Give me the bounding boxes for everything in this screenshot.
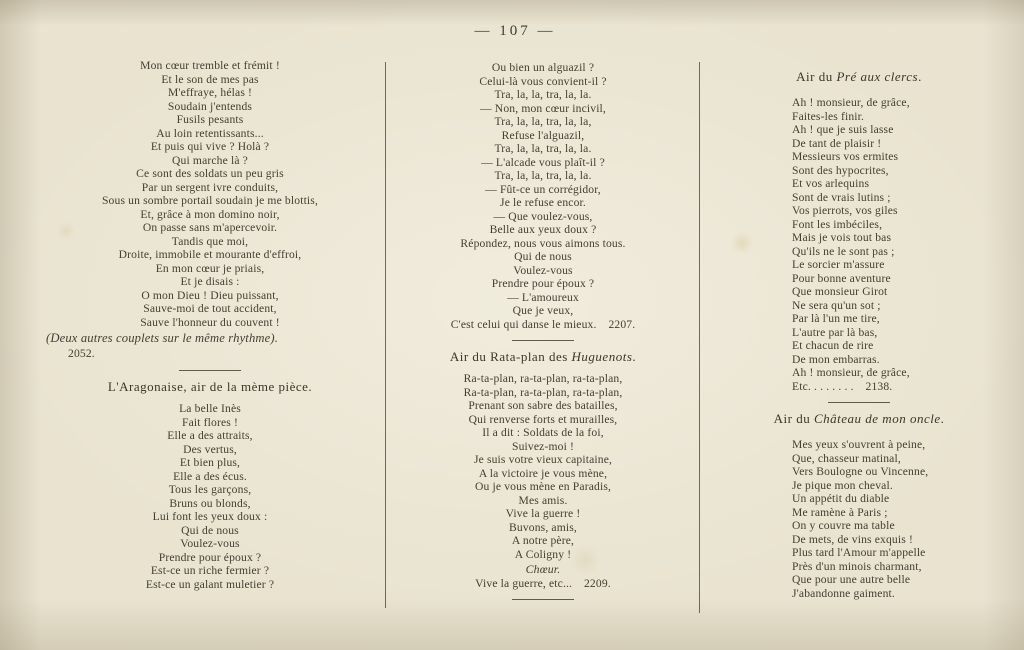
song-title — [706, 411, 1012, 427]
title-text: Air du — [773, 411, 814, 426]
verse-line: Soudain j'entends — [167, 99, 253, 113]
title-italic-text: Huguenots — [571, 349, 633, 364]
column-right — [706, 66, 1012, 602]
verse-line: Ne sera qu'un sot ; — [792, 298, 881, 312]
verse-block — [706, 96, 1012, 393]
reference-number: 2052. — [68, 347, 95, 360]
couplet-note: (Deux autres couplets sur le même rhythme). — [46, 331, 279, 345]
verse-line: Et vos arlequins — [792, 177, 870, 190]
verse-line: Ou je vous mène en Paradis, — [474, 480, 612, 493]
verse-line: J'abandonne gaiment. — [792, 586, 895, 600]
verse-block — [42, 59, 378, 329]
verse-line: Et je disais : — [180, 275, 240, 288]
verse-line: Lui font les yeux doux : — [152, 510, 268, 523]
verse-line: Me ramène à Paris ; — [792, 505, 888, 519]
verse-line: Que pour une autre belle — [792, 573, 911, 586]
section-divider — [512, 599, 574, 600]
verse-block — [706, 438, 1012, 600]
verse-line: Par un sergent ivre conduits, — [141, 180, 279, 194]
verse-line: Elle a des écus. — [173, 469, 247, 483]
verse-line: C'est celui qui danse le mieux. 2207. — [450, 317, 636, 331]
verse-line: L'autre par là bas, — [792, 325, 878, 339]
verse-line: Vive la guerre, etc... 2209. — [475, 576, 611, 590]
verse-line: Tandis que moi, — [171, 234, 249, 248]
section-divider — [828, 402, 890, 403]
column-middle — [394, 61, 692, 608]
column-left — [42, 59, 378, 593]
verse-line: Vos pierrots, vos giles — [792, 204, 898, 217]
verse-line: Voulez-vous — [180, 537, 240, 550]
verse-line: Fusils pesants — [176, 113, 244, 126]
chorus-label: Chœur. — [525, 562, 561, 576]
title-italic-text: Pré aux clercs — [836, 69, 919, 84]
section-divider — [179, 370, 241, 371]
verse-line: — L'alcade vous plaît-il ? — [481, 155, 605, 169]
verse-line: Mais je vois tout bas — [792, 231, 892, 244]
verse-line: Que, chasseur matinal, — [792, 451, 901, 465]
title-text: Air du Rata-plan des — [449, 349, 572, 364]
verse-line: Tous les garçons, — [168, 483, 252, 496]
verse-line: Ra-ta-plan, ra-ta-plan, ra-ta-plan, — [463, 385, 623, 399]
verse-line: A la victoire je vous mène, — [478, 466, 608, 480]
verse-line: Qui renverse forts et murailles, — [468, 412, 618, 426]
verse-line: Vive la guerre ! — [505, 507, 581, 520]
verse-line: On passe sans m'apercevoir. — [142, 221, 278, 234]
verse-line: Le sorcier m'assure — [792, 258, 885, 271]
song-title — [394, 349, 692, 365]
verse-line: Il a dit : Soldats de la foi, — [482, 426, 604, 439]
title-text: L'Aragonaise, air de la mème pièce. — [107, 379, 313, 394]
verse-line: Etc. . . . . . . . 2138. — [792, 379, 893, 393]
verse-line: M'effraye, hélas ! — [167, 86, 253, 99]
verse-line: Et bien plus, — [179, 456, 241, 469]
verse-line: Mes amis. — [518, 493, 568, 507]
title-italic-text: Château de mon oncle — [813, 411, 941, 426]
verse-line: Mon cœur tremble et frémit ! — [140, 59, 280, 72]
verse-line: Est-ce un galant muletier ? — [145, 577, 275, 591]
verse-line: — Non, mon cœur incivil, — [480, 101, 606, 115]
verse-line: Prenant son sabre des batailles, — [468, 399, 618, 412]
song-title — [706, 69, 1012, 85]
verse-line: Faites-les finir. — [792, 109, 865, 123]
verse-line: Sont de vrais lutins ; — [792, 190, 891, 204]
verse-line: Prendre pour époux ? — [158, 550, 262, 564]
verse-line: Et, grâce à mon domino noir, — [140, 207, 280, 221]
verse-line: Buvons, amis, — [509, 520, 577, 534]
verse-line: Que je veux, — [512, 304, 574, 317]
verse-line: Messieurs vos ermites — [792, 150, 899, 163]
verse-line: Et le son de mes pas — [161, 72, 259, 86]
verse-line: Un appétit du diable — [792, 492, 890, 505]
verse-line: De mets, de vins exquis ! — [792, 532, 913, 546]
title-text: . — [632, 349, 637, 364]
verse-line: Qui de nous — [181, 523, 239, 537]
verse-line: Droite, immobile et mourante d'effroi, — [118, 248, 302, 261]
verse-line: — Fût-ce un corrégidor, — [485, 182, 601, 196]
verse-line: Fait flores ! — [181, 415, 239, 429]
verse-line: Qu'ils ne le sont pas ; — [792, 244, 895, 258]
verse-line: Ce sont des soldats un peu gris — [136, 167, 284, 180]
verse-line: Suivez-moi ! — [511, 439, 574, 453]
verse-line: Tra, la, la, tra, la, la. — [494, 169, 592, 182]
verse-line: Ah ! monsieur, de grâce, — [792, 366, 910, 379]
song-title — [42, 379, 378, 395]
verse-line: En mon cœur je priais, — [155, 261, 265, 275]
verse-line: A notre père, — [511, 534, 575, 547]
verse-line: Tra, la, la, tra, la, la. — [494, 142, 592, 155]
verse-block — [394, 372, 692, 561]
title-text: . — [940, 411, 945, 426]
verse-line: Par là l'un me tire, — [792, 312, 880, 325]
verse-line: Vers Boulogne ou Vincenne, — [792, 465, 929, 478]
verse-line: — L'amoureux — [507, 290, 579, 304]
verse-line: Elle a des attraits, — [167, 429, 253, 442]
verse-line: Je pique mon cheval. — [792, 478, 893, 492]
verse-line: Ah ! monsieur, de grâce, — [792, 96, 910, 109]
verse-line: Sous un sombre portail soudain je me blottis, — [101, 194, 319, 207]
verse-line: Je le refuse encor. — [500, 196, 586, 209]
verse-line: Bruns ou blonds, — [169, 496, 251, 510]
verse-line: Font les imbéciles, — [792, 217, 883, 231]
verse-block — [394, 577, 692, 591]
verse-line: Sauve l'honneur du couvent ! — [140, 315, 280, 329]
verse-line: La belle Inès — [179, 402, 241, 415]
verse-line: Et chacun de rire — [792, 339, 874, 352]
verse-line: Refuse l'alguazil, — [501, 128, 585, 142]
verse-line: Ra-ta-plan, ra-ta-plan, ra-ta-plan, — [463, 372, 623, 385]
verse-line: Prendre pour époux ? — [491, 277, 595, 290]
section-divider — [512, 340, 574, 341]
verse-line: Tra, la, la, tra, la, la, — [494, 115, 592, 128]
title-text: . — [918, 69, 922, 84]
page-number: — 107 — — [474, 23, 556, 39]
verse-line: Voulez-vous — [513, 263, 573, 277]
verse-line: Je suis votre vieux capitaine, — [473, 453, 613, 466]
verse-line: Ah ! que je suis lasse — [792, 123, 894, 136]
verse-line: On y couvre ma table — [792, 519, 895, 532]
verse-line: Pour bonne aventure — [792, 271, 891, 285]
verse-line: De mon embarras. — [792, 352, 880, 366]
verse-line: Sauve-moi de tout accident, — [143, 302, 277, 315]
verse-line: Ou bien un alguazil ? — [491, 61, 595, 74]
column-divider-left — [385, 62, 386, 608]
verse-line: De tant de plaisir ! — [792, 136, 882, 150]
verse-line: Qui de nous — [514, 250, 572, 263]
verse-line: Au loin retentissants... — [156, 126, 264, 140]
verse-line: Mes yeux s'ouvrent à peine, — [792, 438, 926, 451]
verse-line: A Coligny ! — [514, 547, 572, 561]
verse-block — [42, 402, 378, 591]
verse-line: Tra, la, la, tra, la, la. — [494, 88, 592, 101]
title-text: Air du — [796, 69, 837, 84]
column-divider-right — [699, 62, 700, 613]
verse-line: Belle aux yeux doux ? — [489, 223, 597, 236]
verse-line: Qui marche là ? — [172, 153, 248, 167]
verse-line: Sont des hypocrites, — [792, 163, 889, 177]
verse-line: Est-ce un riche fermier ? — [150, 564, 270, 577]
verse-block — [394, 61, 692, 331]
verse-line: O mon Dieu ! Dieu puissant, — [141, 288, 279, 302]
verse-line: Répondez, nous vous aimons tous. — [460, 236, 626, 250]
verse-line: Des vertus, — [183, 442, 237, 456]
verse-line: Celui-là vous convient-il ? — [479, 74, 607, 88]
verse-line: Et puis qui vive ? Holà ? — [150, 140, 270, 153]
verse-line: Que monsieur Girot — [792, 285, 888, 298]
verse-line: Plus tard l'Amour m'appelle — [792, 546, 926, 559]
verse-line: Près d'un minois charmant, — [792, 559, 922, 573]
verse-line: — Que voulez-vous, — [493, 209, 593, 223]
